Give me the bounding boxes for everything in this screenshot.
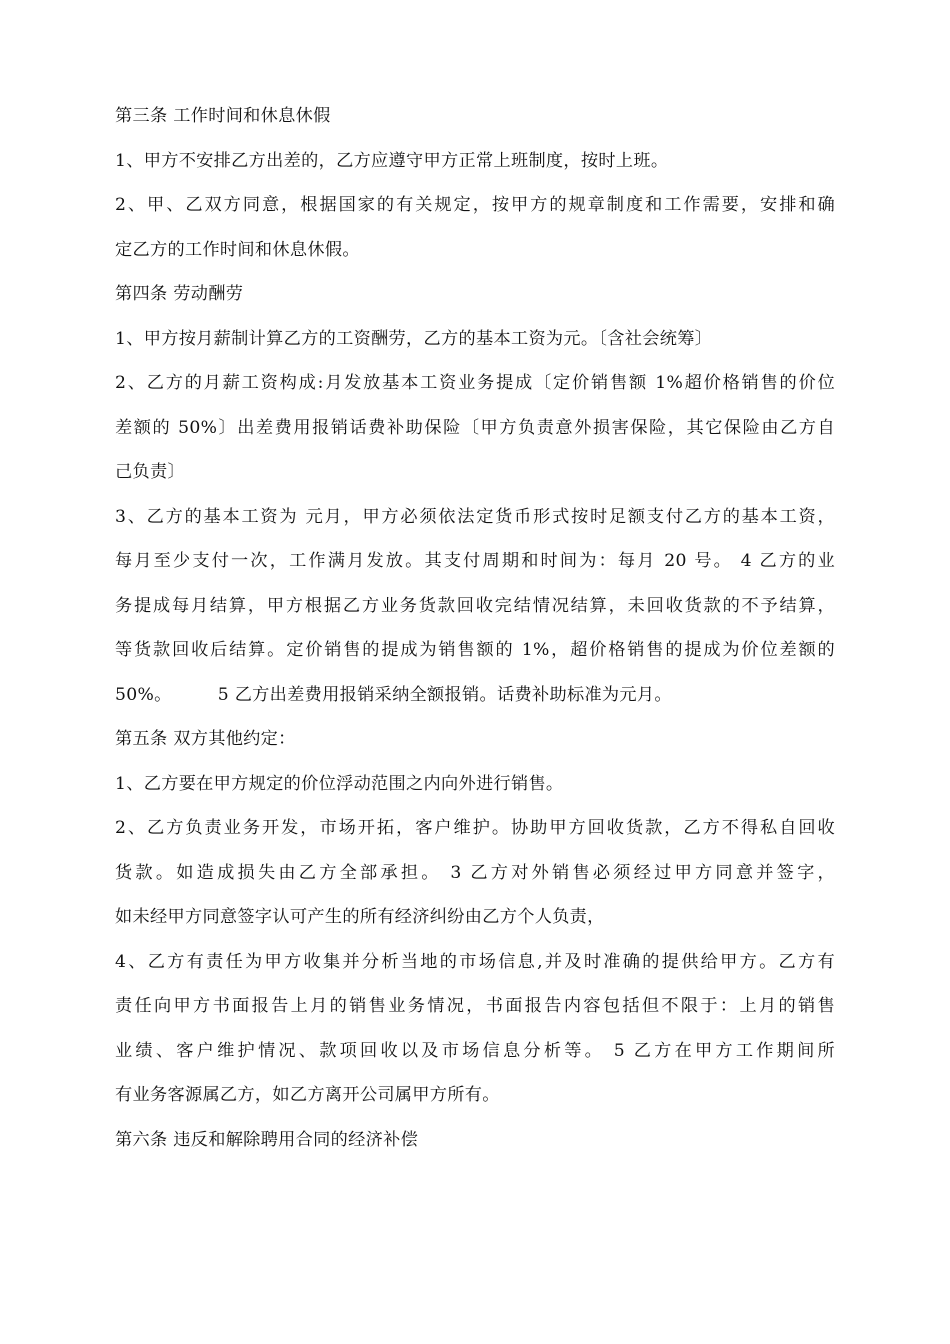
document-line: 4、乙方有责任为甲方收集并分析当地的市场信息,并及时准确的提供给甲方。乙方有 [115, 951, 835, 972]
document-line: 业绩、客户维护情况、款项回收以及市场信息分析等。 5 乙方在甲方工作期间所 [115, 1040, 835, 1061]
document-line: 3、乙方的基本工资为 元月，甲方必须依法定货币形式按时足额支付乙方的基本工资， [115, 506, 835, 527]
document-line: 2、甲、乙双方同意，根据国家的有关规定，按甲方的规章制度和工作需要，安排和确 [115, 195, 835, 215]
document-line: 货款。如造成损失由乙方全部承担。 3 乙方对外销售必须经过甲方同意并签字， [115, 862, 835, 883]
document-line: 1、乙方要在甲方规定的价位浮动范围之内向外进行销售。 [115, 773, 564, 794]
document-line: 等货款回收后结算。定价销售的提成为销售额的 1%，超价格销售的提成为价位差额的 [115, 640, 835, 660]
document-line: 每月至少支付一次，工作满月发放。其支付周期和时间为：每月 20 号。 4 乙方的业 [115, 551, 835, 571]
document-line: 2、乙方的月薪工资构成:月发放基本工资业务提成〔定价销售额 1%超价格销售的价位 [115, 373, 835, 393]
document-line: 2、乙方负责业务开发，市场开拓，客户维护。协助甲方回收货款，乙方不得私自回收 [115, 818, 835, 838]
document-page [115, 94, 835, 1162]
document-line: 定乙方的工作时间和休息休假。 [115, 239, 360, 260]
document-line: 己负责〕 [115, 462, 185, 482]
document-line: 责任向甲方书面报告上月的销售业务情况，书面报告内容包括但不限于：上月的销售 [115, 996, 835, 1016]
document-line: 第六条 违反和解除聘用合同的经济补偿 [115, 1129, 419, 1150]
document-line: 1、甲方不安排乙方出差的，乙方应遵守甲方正常上班制度，按时上班。 [115, 150, 669, 171]
document-line: 第五条 双方其他约定： [115, 729, 296, 749]
document-line: 如未经甲方同意签字认可产生的所有经济纠纷由乙方个人负责， [115, 907, 605, 927]
document-line: 务提成每月结算，甲方根据乙方业务货款回收完结情况结算，未回收货款的不予结算， [115, 595, 835, 616]
document-line: 1、甲方按月薪制计算乙方的工资酬劳，乙方的基本工资为元。〔含社会统筹〕 [115, 328, 713, 349]
document-line: 第四条 劳动酬劳 [115, 284, 244, 304]
document-line: 50%。 5 乙方出差费用报销采纳全额报销。话费补助标准为元月。 [115, 684, 672, 705]
document-line: 差额的 50%〕出差费用报销话费补助保险〔甲方负责意外损害保险，其它保险由乙方自 [115, 417, 835, 438]
document-line: 第三条 工作时间和休息休假 [115, 106, 331, 126]
document-line: 有业务客源属乙方，如乙方离开公司属甲方所有。 [115, 1085, 500, 1105]
